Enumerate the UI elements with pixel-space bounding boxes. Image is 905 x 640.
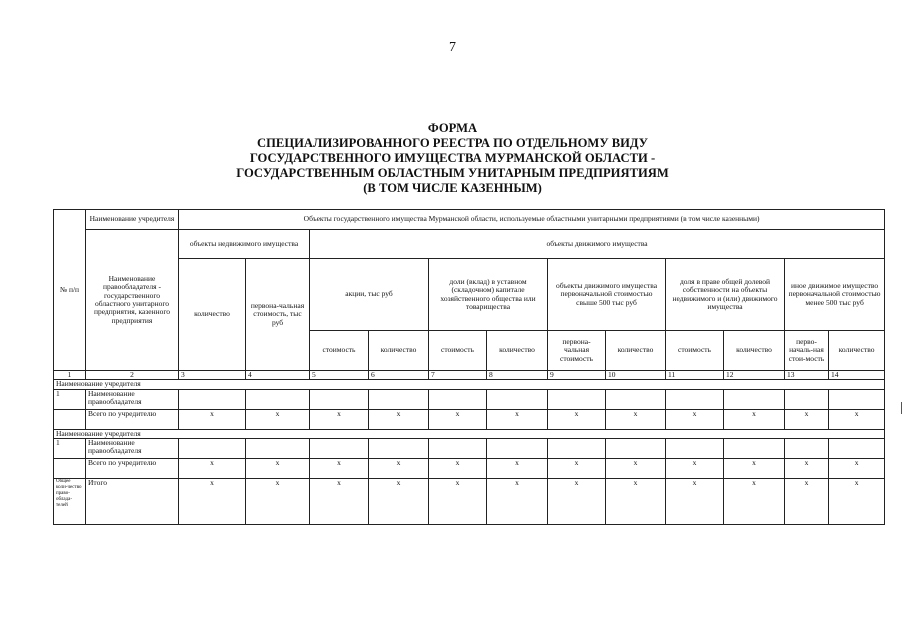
x-cell: х: [429, 409, 487, 429]
founder-row: [54, 429, 885, 438]
x-cell: х: [548, 458, 606, 478]
title-line: ГОСУДАРСТВЕННЫМ ОБЛАСТНЫМ УНИТАРНЫМ ПРЕДПРИЯТИЯМ: [236, 166, 669, 180]
col-number: 5: [310, 371, 369, 380]
header-movable: объекты движимого имущества: [310, 230, 885, 259]
header-count: количество: [724, 331, 785, 371]
x-cell: х: [429, 458, 487, 478]
total-by-founder-row: [54, 409, 885, 429]
header-real-cost: первона-чальная стоимость, тыс руб: [246, 259, 310, 371]
header-common-share: доля в праве общей долевой собственности на объекты недвижимого и (или) движимого имущества: [666, 259, 785, 331]
x-cell: х: [829, 458, 885, 478]
col-number: 10: [606, 371, 666, 380]
header-cost: стоимость: [429, 331, 487, 371]
x-cell: х: [487, 409, 548, 429]
col-number: 2: [86, 371, 179, 380]
header-real-estate: объекты недвижимого имущества: [179, 230, 310, 259]
x-cell: х: [369, 478, 429, 524]
col-number: 6: [369, 371, 429, 380]
col-number: 4: [246, 371, 310, 380]
total-by-founder-label: Всего по учредителю: [86, 458, 179, 478]
x-cell: х: [246, 458, 310, 478]
total-by-founder-label: Всего по учредителю: [86, 409, 179, 429]
header-initial-cost: первона-чальная стоимость: [548, 331, 606, 371]
x-cell: х: [606, 478, 666, 524]
total-by-founder-row: [54, 458, 885, 478]
col-number: 8: [487, 371, 548, 380]
x-cell: х: [724, 458, 785, 478]
founder-label: Наименование учредителя: [54, 380, 885, 389]
col-number: 14: [829, 371, 885, 380]
x-cell: х: [606, 458, 666, 478]
holder-label: Наименование правообладателя: [86, 389, 179, 409]
header-cost: стоимость: [310, 331, 369, 371]
x-cell: х: [246, 409, 310, 429]
x-cell: х: [666, 409, 724, 429]
column-numbers-row: [54, 371, 885, 380]
x-cell: х: [548, 478, 606, 524]
grand-total-label: Итого: [86, 478, 179, 524]
x-cell: х: [310, 478, 369, 524]
x-cell: х: [666, 478, 724, 524]
x-cell: х: [369, 409, 429, 429]
x-cell: х: [179, 478, 246, 524]
x-cell: х: [829, 409, 885, 429]
scan-edge-mark: [901, 402, 902, 414]
row-number: 1: [54, 389, 86, 409]
x-cell: х: [785, 458, 829, 478]
col-number: 12: [724, 371, 785, 380]
x-cell: х: [246, 478, 310, 524]
x-cell: х: [179, 409, 246, 429]
x-cell: х: [724, 409, 785, 429]
col-number: 11: [666, 371, 724, 380]
x-cell: х: [785, 409, 829, 429]
col-number: 7: [429, 371, 487, 380]
x-cell: х: [487, 478, 548, 524]
header-movable-over500: объекты движимого имущества первоначальной стоимостью свыше 500 тыс руб: [548, 259, 666, 331]
holder-label: Наименование правообладателя: [86, 438, 179, 458]
header-cost: стоимость: [666, 331, 724, 371]
col-number: 13: [785, 371, 829, 380]
header-stakes: доли (вклад) в уставном (складочном) капитале хозяйственного общества или товарищества: [429, 259, 548, 331]
x-cell: х: [369, 458, 429, 478]
header-holder-name: Наименование правообладателя - государственного областного унитарного предприятия, казенного предприятия: [86, 230, 179, 371]
header-other-movable: иное движимое имущество первоначальной стоимостью менее 500 тыс руб: [785, 259, 885, 331]
title-line: (В ТОМ ЧИСЛЕ КАЗЕННЫМ): [363, 181, 542, 195]
x-cell: х: [829, 478, 885, 524]
x-cell: х: [548, 409, 606, 429]
header-count: количество: [829, 331, 885, 371]
grand-total-row: [54, 478, 885, 524]
form-title: [180, 121, 725, 196]
header-count: количество: [606, 331, 666, 371]
header-count: количество: [369, 331, 429, 371]
registry-table: [53, 209, 885, 525]
header-num: № п/п: [54, 210, 86, 371]
x-cell: х: [487, 458, 548, 478]
header-real-count: количество: [179, 259, 246, 371]
founder-label: Наименование учредителя: [54, 429, 885, 438]
page-number: 7: [449, 40, 456, 55]
col-number: 1: [54, 371, 86, 380]
x-cell: х: [310, 458, 369, 478]
founder-row: [54, 380, 885, 389]
holder-row: [54, 438, 885, 458]
col-number: 3: [179, 371, 246, 380]
header-shares: акции, тыс руб: [310, 259, 429, 331]
header-initial-cost-short: перво-началь-ная стои-мость: [785, 331, 829, 371]
header-objects-group: Объекты государственного имущества Мурманской области, используемые областными унитарными предприятиями (в том числе казенными): [179, 210, 885, 230]
row-number: 1: [54, 438, 86, 458]
holder-row: [54, 389, 885, 409]
title-line: ФОРМА: [427, 121, 478, 135]
title-line: ГОСУДАРСТВЕННОГО ИМУЩЕСТВА МУРМАНСКОЙ ОБЛАСТИ -: [249, 151, 656, 165]
x-cell: х: [785, 478, 829, 524]
x-cell: х: [179, 458, 246, 478]
x-cell: х: [310, 409, 369, 429]
header-founder-name: Наименование учредителя: [86, 210, 179, 230]
x-cell: х: [429, 478, 487, 524]
title-line: СПЕЦИАЛИЗИРОВАННОГО РЕЕСТРА ПО ОТДЕЛЬНОМУ ВИДУ: [257, 136, 648, 150]
col-number: 9: [548, 371, 606, 380]
x-cell: х: [724, 478, 785, 524]
x-cell: х: [606, 409, 666, 429]
total-holders-label: Общее коли-чество право-облада-телей: [54, 478, 86, 524]
x-cell: х: [666, 458, 724, 478]
header-count: количество: [487, 331, 548, 371]
